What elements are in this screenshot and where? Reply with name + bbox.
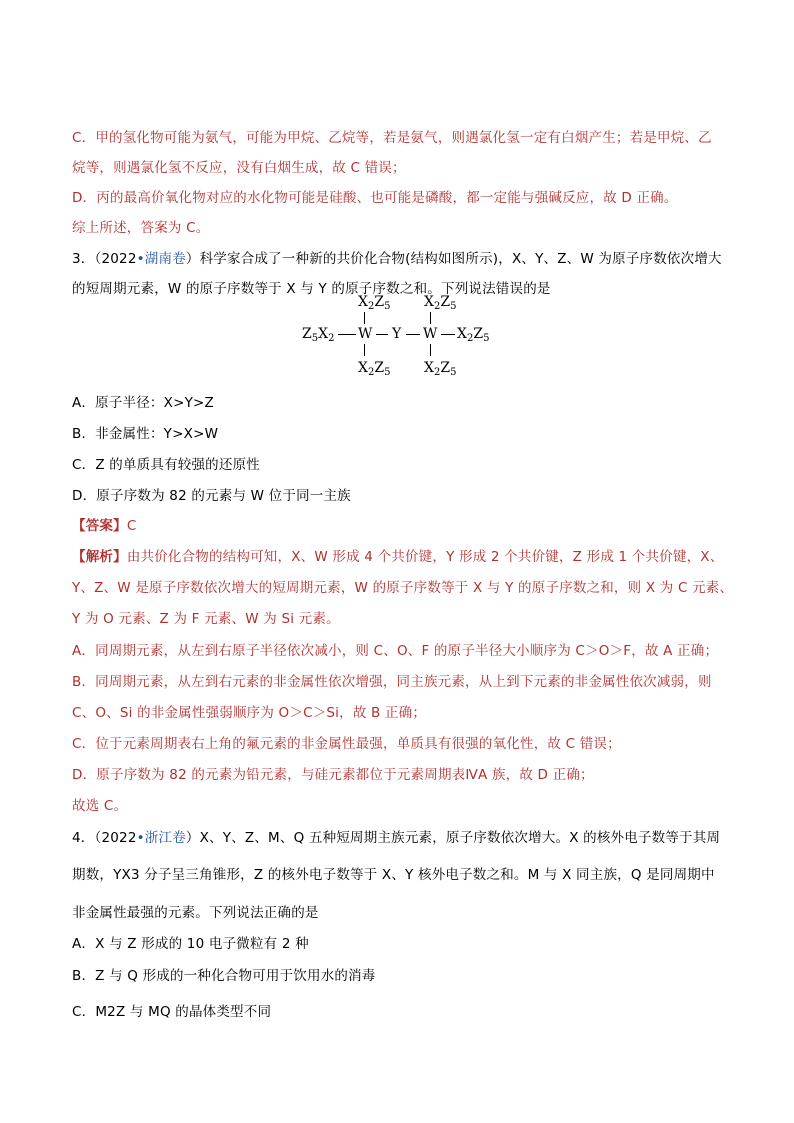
q3-analysis-4: A．同周期元素，从左到右原子半径依次减小，则 C、O、F 的原子半径大小顺序为 C＞O＞F，故 A 正确； [72,643,719,659]
q4-option-b: B．Z 与 Q 形成的一种化合物可用于饮用水的消毒 [72,968,376,984]
bond-top-left [364,312,365,324]
q3-stem-line2: 的短周期元素，W 的原子序数等于 X 与 Y 的原子序数之和。下列说法错误的是 [72,281,551,297]
q3-analysis-3: Y 为 O 元素、Z 为 F 元素、W 为 Si 元素。 [72,611,340,627]
q4-option-a: A．X 与 Z 形成的 10 电子微粒有 2 种 [72,936,309,952]
q3-number: 3．（ [72,251,102,267]
q3-option-b: B．非金属性：Y>X>W [72,426,219,442]
q3-option-c: C．Z 的单质具有较强的还原性 [72,457,260,473]
q3-analysis-5: B．同周期元素，从左到右元素的非金属性依次增强，同主族元素，从上到下元素的非金属性依次减弱，则 [72,674,712,690]
q3-answer [72,516,136,536]
q3-analysis-6: C、O、Si 的非金属性强弱顺序为 O＞C＞Si，故 B 正确； [72,705,427,721]
q3-dot: • [136,251,145,267]
analysis-line-c2: 烷等，则遇氯化氢不反应，没有白烟生成，故 C 错误； [72,160,406,176]
bond-w1-y [376,334,388,335]
q3-stem-line1 [72,249,722,269]
q4-number: 4．（ [72,830,102,846]
q3-analysis-9: 故选 C。 [72,798,128,814]
q3-analysis-7: C．位于元素周期表右上角的氟元素的非金属性最强，单质具有很强的氧化性，故 C 错误； [72,736,621,752]
struct-top-right: $X_2Z_5$ [424,294,457,312]
bond-right [441,334,455,335]
struct-left-group: $Z_5X_2$ [302,326,335,344]
q4-option-c: C．M2Z 与 MQ 的晶体类型不同 [72,1004,272,1020]
bond-top-right [430,312,431,324]
q4-stem-line1 [72,828,720,848]
q3-option-a: A．原子半径：X>Y>Z [72,395,215,411]
struct-top-left: $X_2Z_5$ [358,294,391,312]
analysis-summary: 综上所述，答案为 C。 [72,220,210,236]
struct-bottom-left: $X_2Z_5$ [358,360,391,378]
q3-source: 湖南卷 [144,251,186,267]
q4-stem-text: ）X、Y、Z、M、Q 五种短周期主族元素，原子序数依次增大。X 的核外电子数等于其周 [185,830,721,846]
q3-option-d: D．原子序数为 82 的元素与 W 位于同一主族 [72,488,351,504]
q4-stem-line3: 非金属性最强的元素。下列说法正确的是 [72,905,319,921]
struct-y: Y [392,326,402,342]
q4-dot: • [136,830,145,846]
analysis-line-c1: C．甲的氢化物可能为氨气，可能为甲烷、乙烷等，若是氨气，则遇氯化氢一定有白烟产生；若是甲烷、乙 [72,130,712,146]
bond-bottom-right [430,344,431,356]
q4-source: 浙江卷 [144,830,186,846]
q3-analysis-2: Y、Z、W 是原子序数依次增大的短周期元素，W 的原子序数等于 X 与 Y 的原子序数之和，则 X 为 C 元素、 [72,580,734,596]
analysis-text: 由共价化合物的结构可知，X、W 形成 4 个共价键，Y 形成 2 个共价键，Z 形成 1 个共价键，X、 [126,549,724,565]
struct-w2: W [423,326,438,342]
answer-label: 【答案】 [72,518,127,534]
bond-left [338,334,356,335]
q4-stem-line2: 期数，YX3 分子呈三角锥形，Z 的核外电子数等于 X、Y 核外电子数之和。M 与 X 同主族，Q 是同周期中 [72,867,715,883]
q4-year: 2022 [101,830,137,846]
struct-bottom-right: $X_2Z_5$ [424,360,457,378]
analysis-label: 【解析】 [72,549,127,565]
struct-right-group: $X_2Z_5$ [457,326,490,344]
q3-year: 2022 [101,251,137,267]
answer-value: C [126,518,137,534]
struct-w1: W [358,326,373,342]
q3-stem-text: ）科学家合成了一种新的共价化合物(结构如图所示)，X、Y、Z、W 为原子序数依次增大 [185,251,722,267]
bond-bottom-left [364,344,365,356]
q3-analysis-8: D．原子序数为 82 的元素为铅元素，与硅元素都位于元素周期表ⅣA 族，故 D 正确； [72,767,594,783]
bond-y-w2 [406,334,420,335]
q3-analysis-1 [72,547,723,567]
analysis-line-d: D．丙的最高价氧化物对应的水化物可能是硅酸、也可能是磷酸，都一定能与强碱反应，故 D 正确。 [72,190,678,206]
